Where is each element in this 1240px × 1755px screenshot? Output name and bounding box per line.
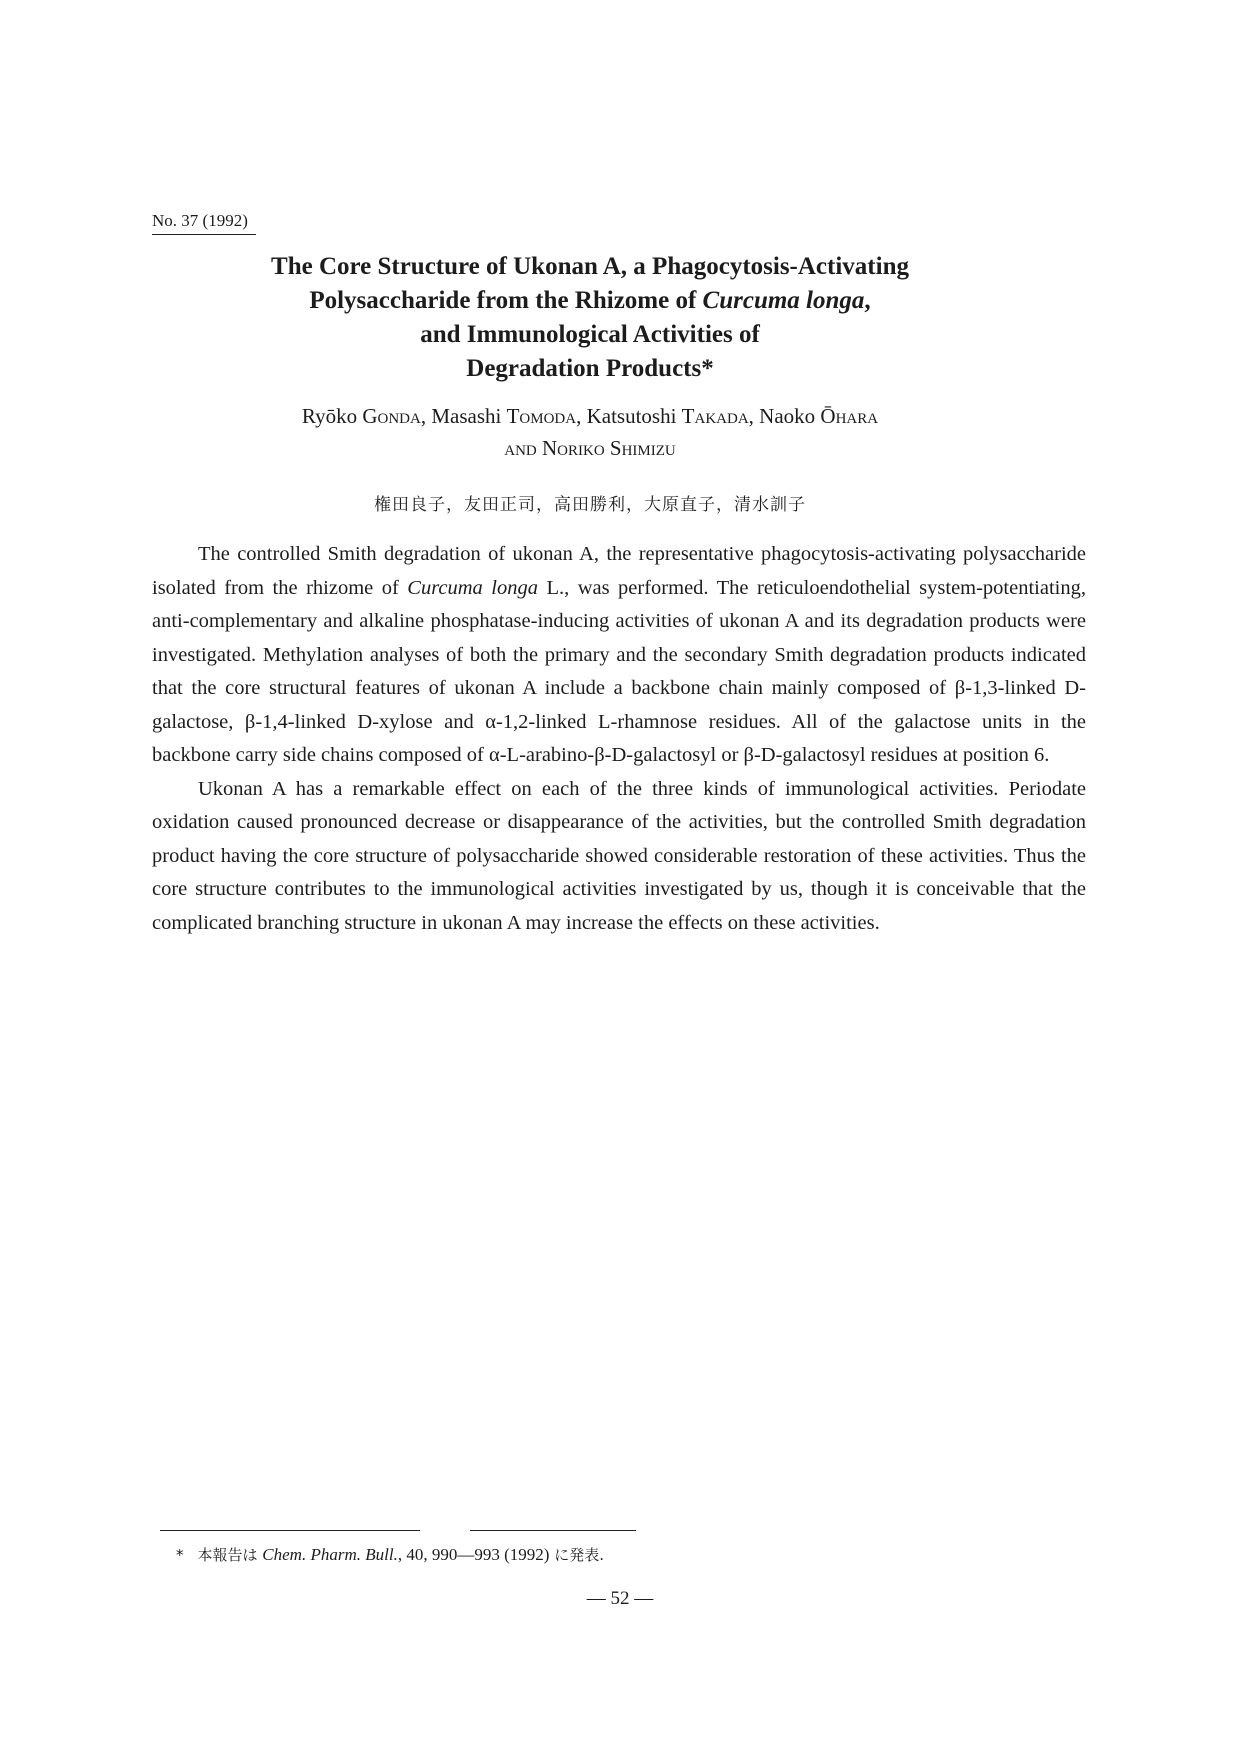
title-line-4: Degradation Products* — [466, 355, 714, 382]
species-name-inline: Curcuma longa — [407, 576, 538, 599]
japanese-author-names: 権田良子，友田正司，高田勝利，大原直子，清水訓子 — [374, 495, 806, 515]
footnote — [176, 1544, 604, 1565]
abstract-paragraph-2: Ukonan A has a remarkable effect on each of the three kinds of immunological activities. Periodate oxidation caused pronounced decrease or disappearance of the activities, but the controlled Smith degradation product having the core structure of polysaccharide showed considerable restoration of these activities. Thus the core structure contributes to the immunological activities investigated by us, though it is conceivable that the complicated branching structure in ukonan A may increase the effects on these activities. — [152, 777, 1086, 934]
footnote-prefix: 本報告は — [197, 1546, 258, 1564]
footnote-rule — [160, 1530, 420, 1531]
page-number: — 52 — — [586, 1588, 654, 1609]
citation: , 40, 990—993 (1992) — [397, 1545, 550, 1564]
journal-name: Chem. Pharm. Bull. — [262, 1545, 398, 1564]
author-list — [160, 400, 1020, 464]
title-line-2: Polysaccharide from the Rhizome of Curcuma longa, — [309, 287, 871, 314]
species-name: Curcuma longa — [702, 287, 865, 314]
footnote-marker: * — [176, 1546, 184, 1564]
author-line-1: Ryōko Gonda, Masashi Tomoda, Katsutoshi Takada, Naoko Ōhara — [301, 404, 879, 428]
issue-number: No. 37 (1992) — [152, 211, 256, 235]
footnote-suffix: に発表. — [554, 1546, 604, 1564]
title-line-1: The Core Structure of Ukonan A, a Phagocytosis-Activating — [271, 253, 909, 280]
footnote-rule-right — [470, 1530, 636, 1531]
title-line-3: and Immunological Activities of — [420, 321, 760, 348]
abstract-paragraph-1: The controlled Smith degradation of ukonan A, the representative phagocytosis-activating polysaccharide isolated from the rhizome of Curcuma longa L., was performed. The reticuloendothelial system-potentiating, anti-complementary and alkaline phosphatase-inducing activities of ukonan A and its degradation products were investigated. Methylation analyses of both the primary and the secondary Smith degradation products indicated that the core structural features of ukonan A include a backbone chain mainly composed of β-1,3-linked D-galactose, β-1,4-linked D-xylose and α-1,2-linked L-rhamnose residues. All of the galactose units in the backbone carry side chains composed of α-L-arabino-β-D-galactosyl or β-D-galactosyl residues at position 6. — [152, 543, 1086, 766]
author-line-2: and Noriko Shimizu — [504, 436, 676, 460]
abstract — [152, 538, 1086, 940]
paper-title — [160, 250, 1020, 386]
